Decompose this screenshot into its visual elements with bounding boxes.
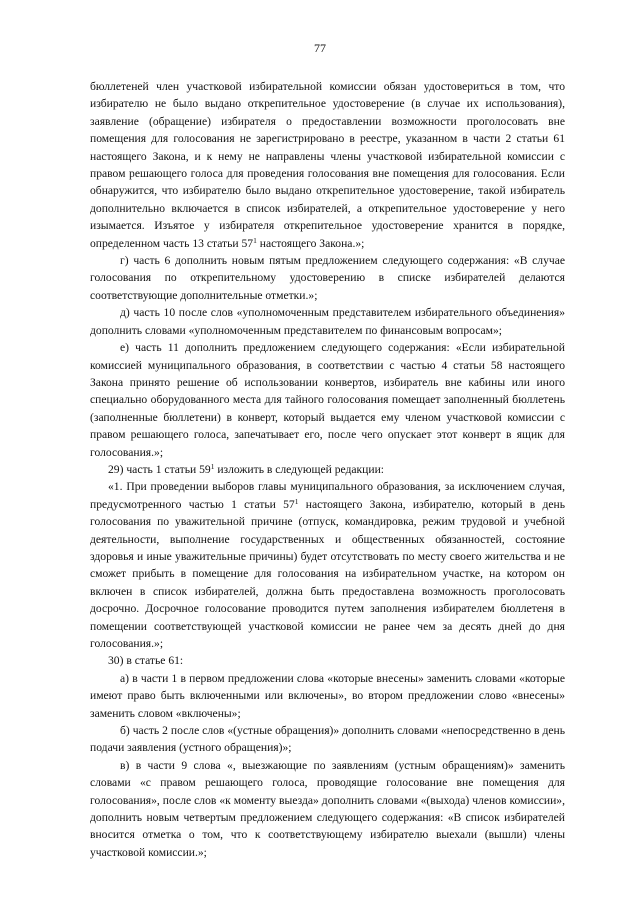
body-text	[90, 78, 565, 861]
paragraph-item-a: а) в части 1 в первом предложении слова «которые внесены» заменить словами «которые имеют право быть включенными или включены», во втором предложении слово «внесены» заменить словом «включены»;	[90, 671, 565, 720]
superscript: 1	[253, 235, 257, 245]
paragraph-item-29	[90, 461, 565, 478]
paragraph-quoted-part-1	[90, 478, 565, 652]
paragraph-text: «1. При проведении выборов главы муниципального образования, за исключением случая, предусмотренного частью 1 статьи 57	[90, 480, 565, 511]
superscript: 1	[294, 496, 299, 506]
paragraph-text: 29) часть 1 статьи 59	[108, 462, 211, 476]
paragraph-text: бюллетеней член участковой избирательной комиссии обязан удостовериться в том, что избирателю не было выдано открепительное удостоверение (в случае их использования), заявление (обращение) избирателя о предоставлении возможности проголосовать вне помещения для голосования не зарегистрировано в реестре, указанном в части 2 статьи 61 настоящего Закона, и к нему не направлены члены участковой избирательной комиссии с правом решающего голоса для проведения голосования вне помещения для голосования. Если обнаружится, что избирателю было выдано открепительное удостоверение, такой избиратель дополнительно включается в список избирателей, а открепительное удостоверение у него изымается. Изъятое у избирателя открепительное удостоверение хранится в порядке, определенном часть 13 статьи 57	[90, 80, 565, 250]
paragraph-continued	[90, 78, 565, 252]
superscript: 1	[210, 461, 215, 471]
page-number: 77	[314, 41, 326, 55]
paragraph-text: настоящего Закона, избирателю, который в день голосования по уважительной причине (отпуск, командировка, режим трудовой и учебной деятельности, выполнение государственных и общественных обязанностей, состояние здоровья и иные уважительные причины) будет отсутствовать по месту своего жительства и не сможет прибыть в помещение для голосования на избирательном участке, на котором он включен в список избирателей, должна быть предоставлена возможность проголосовать досрочно. Досрочное голосование проводится путем заполнения избирателем бюллетеня в помещении соответствующей участковой комиссии не ранее чем за десять дней до дня голосования.»;	[90, 497, 565, 650]
paragraph-item-b: б) часть 2 после слов «(устные обращения)» дополнить словами «непосредственно в день подачи заявления (устного обращения)»;	[90, 724, 565, 755]
paragraph-item-d: д) часть 10 после слов «уполномоченным представителем избирательного объединения» дополнить словами «уполномоченным представителем по финансовым вопросам»;	[90, 306, 565, 337]
paragraph-item-30: 30) в статье 61:	[108, 654, 184, 668]
paragraph-text: настоящего Закона.»;	[256, 236, 365, 250]
paragraph-item-e: е) часть 11 дополнить предложением следующего содержания: «Если избирательной комиссией муниципального образования, в соответствии с частью 4 статьи 58 настоящего Закона принято решение об использовании конвертов, избиратель вне кабины или иного специально оборудованного места для тайного голосования помещает заполненный бюллетень (заполненные бюллетени) в конверт, который выдается ему членом участковой комиссии с правом решающего голоса, запечатывает его, после чего опускает этот конверт в ящик для голосования.»;	[90, 341, 565, 459]
paragraph-item-g: г) часть 6 дополнить новым пятым предложением следующего содержания: «В случае голосования по открепительному удостоверению в списке избирателей делаются соответствующие дополнительные отметки.»;	[90, 254, 565, 302]
paragraph-item-v: в) в части 9 слова «, выезжающие по заявлениям (устным обращениям)» заменить словами «с правом решающего голоса, проводящие голосование вне помещения для голосования», после слов «к моменту выезда» дополнить словами «(выхода) членов комиссии», дополнить новым четвертым предложением следующего содержания: «В список избирателей вносится отметка о том, что к соответствующему избирателю выехали (вышли) члены участковой комиссии.»;	[90, 758, 565, 859]
paragraph-text: изложить в следующей редакции:	[214, 462, 385, 476]
